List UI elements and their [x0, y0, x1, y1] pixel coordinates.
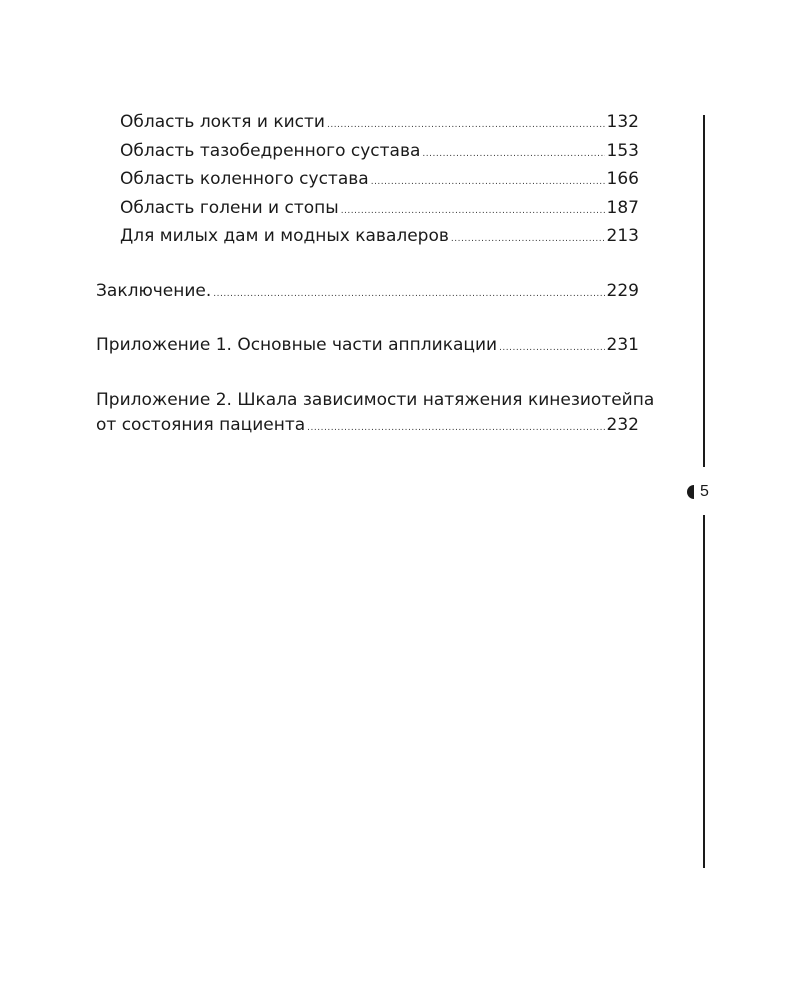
toc-entry-page: 213: [606, 226, 639, 246]
toc-entry-page: 229: [606, 280, 639, 301]
toc-entry-label: Область локтя и кисти: [120, 112, 325, 132]
toc-entry-label: Приложение 1. Основные части аппликации: [96, 335, 498, 355]
toc-entry-page: 231: [606, 335, 639, 355]
dot-leader: [341, 199, 605, 225]
toc-entry-ladies-gentlemen[interactable]: [96, 224, 639, 253]
dot-leader: [422, 142, 604, 168]
toc-entry-appendix-2[interactable]: [96, 388, 655, 442]
toc-entry-shin-foot[interactable]: [96, 196, 639, 225]
toc-entry-appendix-1[interactable]: [96, 333, 639, 362]
margin-rule-top: [703, 115, 705, 467]
toc-entry-page: 232: [606, 415, 639, 435]
toc-entry-page: 187: [606, 197, 639, 218]
page-number: 5: [700, 483, 709, 500]
margin-rule-bottom: [703, 515, 705, 868]
dot-leader: [213, 282, 604, 308]
toc-entry-label: Для милых дам и модных кавалеров: [120, 226, 449, 246]
toc-entry-label: Область тазобедренного сустава: [120, 140, 421, 161]
toc-entry-hip-joint[interactable]: [96, 139, 639, 168]
dot-leader: [371, 170, 605, 196]
half-circle-icon: [687, 485, 694, 499]
toc-entry-label-line-1: Приложение 2. Шкала зависимости натяжения кинезиотейпа: [96, 389, 655, 410]
toc-entry-page: 166: [606, 169, 639, 189]
dot-leader: [307, 416, 604, 442]
dot-leader: [451, 227, 605, 253]
toc-entry-label-line-2: от состояния пациента: [96, 415, 306, 435]
toc-entry-page: 153: [606, 140, 639, 161]
toc-entry-knee-joint[interactable]: [96, 167, 639, 196]
toc-entry-label: Заключение.: [96, 280, 212, 301]
toc-entry-page: 132: [606, 112, 639, 132]
dot-leader: [499, 336, 604, 362]
toc-entry-label: Область голени и стопы: [120, 197, 339, 218]
table-of-contents: [96, 110, 655, 442]
toc-entry-elbow-hand[interactable]: [96, 110, 639, 139]
dot-leader: [327, 113, 605, 139]
toc-entry-label: Область коленного сустава: [120, 169, 369, 189]
toc-entry-conclusion[interactable]: [96, 279, 639, 308]
page-number-marker: [687, 480, 709, 504]
